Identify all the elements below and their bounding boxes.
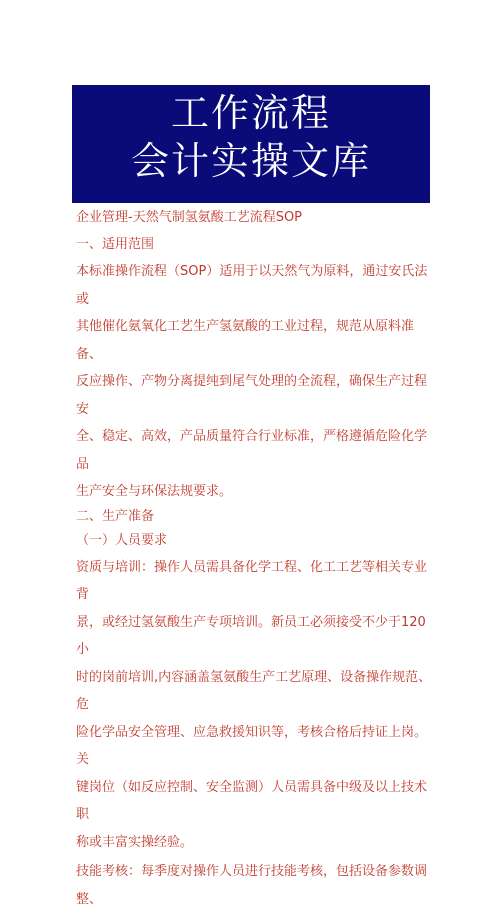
paragraph-line: 其他催化氨氧化工艺生产氢氨酸的工业过程，规范从原料准备、 (76, 319, 415, 362)
paragraph-line: 反应操作、产物分离提纯到尾气处理的全流程，确保生产过程安 (76, 374, 428, 417)
paragraph-line: 全、稳定、高效，产品质量符合行业标准，严格遵循危险化学品 (76, 429, 428, 472)
banner-title-line-2: 会计实操文库 (130, 139, 371, 183)
banner-title-line-1: 工作流程 (170, 91, 331, 135)
scope-paragraph (76, 258, 436, 506)
paragraph-line: 生产安全与环保法规要求。 (76, 484, 233, 499)
paragraph-line: 险化学品安全管理、应急救援知识等，考核合格后持证上岗。关 (76, 724, 428, 767)
document-body (76, 207, 436, 913)
section-heading-preparation: 二、生产准备 (76, 508, 155, 524)
qualification-paragraph (76, 554, 436, 857)
document-title: 企业管理-天然气制氢氨酸工艺流程SOP (76, 210, 303, 225)
title-banner (72, 85, 430, 203)
paragraph-line: 键岗位（如反应控制、安全监测）人员需具备中级及以上技术职 (76, 779, 428, 822)
paragraph-line: 本标准操作流程（SOP）适用于以天然气为原料，通过安氏法或 (76, 264, 428, 307)
paragraph-line: 资质与培训：操作人员需具备化学工程、化工工艺等相关专业背 (76, 559, 428, 602)
paragraph-line: 称或丰富实操经验。 (76, 834, 194, 850)
skill-assessment-line: 技能考核：每季度对操作人员进行技能考核，包括设备参数调整、 (76, 864, 428, 907)
paragraph-line: 景，或经过氢氨酸生产专项培训。新员工必须接受不少于120小 (76, 614, 426, 657)
subsection-heading-personnel: （一）人员要求 (76, 532, 168, 548)
section-heading-scope: 一、适用范围 (76, 237, 155, 252)
paragraph-line: 时的岗前培训,内容涵盖氢氨酸生产工艺原理、设备操作规范、危 (76, 669, 432, 712)
